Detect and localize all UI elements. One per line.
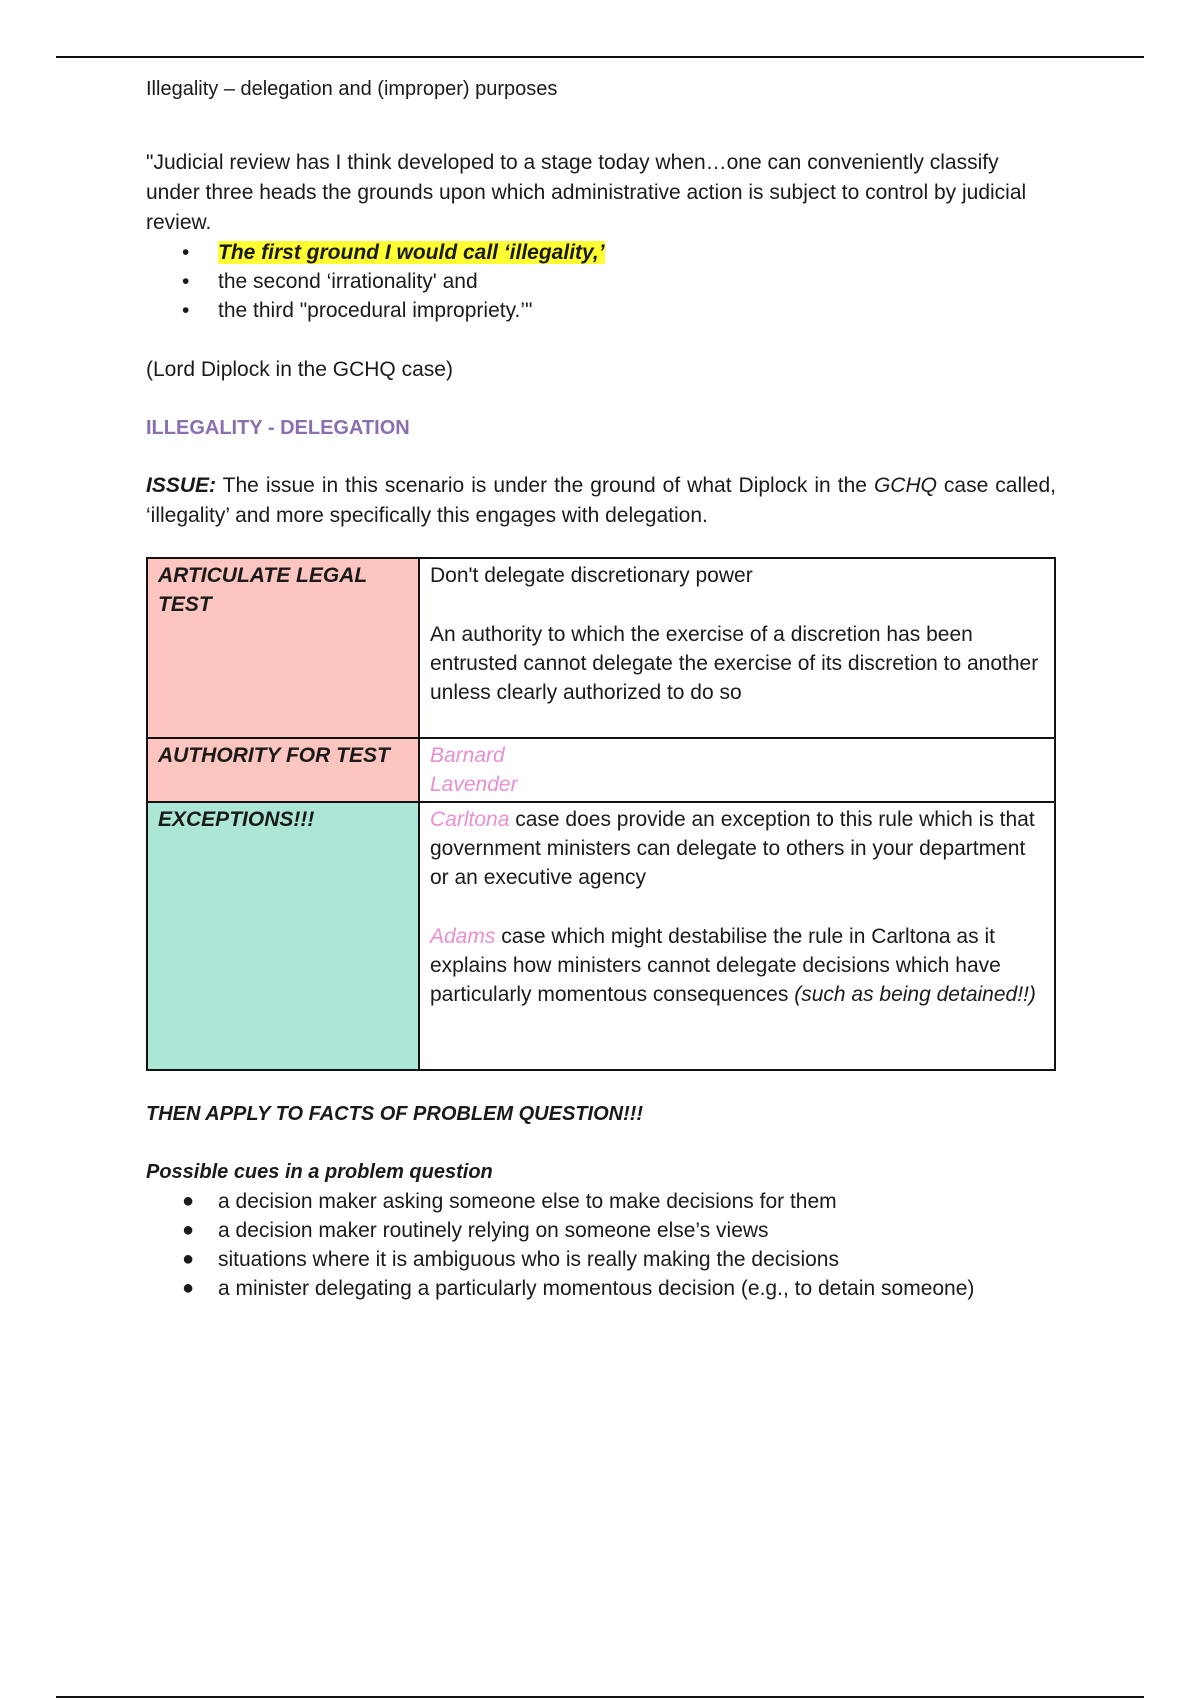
bullet-icon: ● <box>182 1248 195 1270</box>
case-carltona: Carltona <box>430 808 510 831</box>
grounds-list <box>146 238 1056 325</box>
list-item <box>146 296 1056 325</box>
bullet-icon: • <box>182 270 190 293</box>
table-row <box>147 558 1055 738</box>
list-item <box>146 267 1056 296</box>
legal-test-table <box>146 557 1056 1071</box>
document-title: Illegality – delegation and (improper) purposes <box>146 78 558 100</box>
case-barnard: Barnard <box>430 744 505 767</box>
row-label-legal-test: ARTICULATE LEGAL TEST <box>147 558 419 738</box>
row-label-exceptions: EXCEPTIONS!!! <box>147 802 419 1070</box>
document-body <box>146 70 1056 1303</box>
list-item <box>146 1187 1056 1216</box>
adams-italic: (such as being detained!!) <box>794 983 1036 1006</box>
cue-text: a minister delegating a particularly momentous decision (e.g., to detain someone) <box>218 1277 975 1300</box>
quote-attribution: (Lord Diplock in the GCHQ case) <box>146 358 453 381</box>
legal-test-explanation: An authority to which the exercise of a discretion has been entrusted cannot delegate the exercise of its discretion to another unless clearly authorized to do so <box>430 623 1039 704</box>
legal-test-rule: Don't delegate discretionary power <box>430 564 753 587</box>
legal-test-cell <box>419 558 1055 738</box>
cues-title: Possible cues in a problem question <box>146 1161 493 1183</box>
authority-cell <box>419 738 1055 802</box>
list-item <box>146 238 1056 267</box>
adams-text: case which might destabilise the rule in Carltona as it explains how ministers cannot delegate decisions which have particularly momentous consequences <box>430 925 1001 1006</box>
ground-text: the third "procedural impropriety.’" <box>218 299 533 322</box>
table-row <box>147 802 1055 1070</box>
issue-text: The issue in this scenario is under the ground of what Diplock in the <box>216 474 874 497</box>
case-lavender: Lavender <box>430 773 518 796</box>
section-heading: ILLEGALITY - DELEGATION <box>146 417 410 439</box>
table-row <box>147 738 1055 802</box>
list-item <box>146 1245 1056 1274</box>
bullet-icon: ● <box>182 1277 195 1299</box>
issue-label: ISSUE: <box>146 474 217 497</box>
apply-instruction: THEN APPLY TO FACTS OF PROBLEM QUESTION!!! <box>146 1103 644 1125</box>
carltona-paragraph <box>430 805 1044 892</box>
carltona-text: case does provide an exception to this rule which is that government ministers can delegate to others in your department or an executive agency <box>430 808 1035 889</box>
list-item <box>146 1274 1056 1303</box>
row-label-authority: AUTHORITY FOR TEST <box>147 738 419 802</box>
issue-text-end: case called, ‘illegality’ and more specifically this engages with delegation. <box>146 474 1056 527</box>
adams-paragraph <box>430 922 1044 1009</box>
highlighted-ground: The first ground I would call ‘illegality,’ <box>218 241 605 264</box>
list-item <box>146 1216 1056 1245</box>
diplock-quote: "Judicial review has I think developed to a stage today when…one can conveniently classify under three heads the grounds upon which administrative action is subject to control by judicial review. <box>146 151 1027 234</box>
cue-text: a decision maker routinely relying on someone else’s views <box>218 1219 769 1242</box>
issue-paragraph <box>146 471 1056 531</box>
ground-text: the second ‘irrationality' and <box>218 270 478 293</box>
bullet-icon: ● <box>182 1219 195 1241</box>
cue-text: a decision maker asking someone else to make decisions for them <box>218 1190 837 1213</box>
cue-text: situations where it is ambiguous who is really making the decisions <box>218 1248 839 1271</box>
bullet-icon: • <box>182 299 190 322</box>
top-rule <box>56 56 1144 58</box>
case-adams: Adams <box>430 925 496 948</box>
bullet-icon: • <box>182 241 190 264</box>
issue-case: GCHQ <box>873 474 937 497</box>
cues-list <box>146 1187 1056 1303</box>
exceptions-cell <box>419 802 1055 1070</box>
bullet-icon: ● <box>182 1190 195 1212</box>
bottom-rule <box>56 1696 1144 1698</box>
